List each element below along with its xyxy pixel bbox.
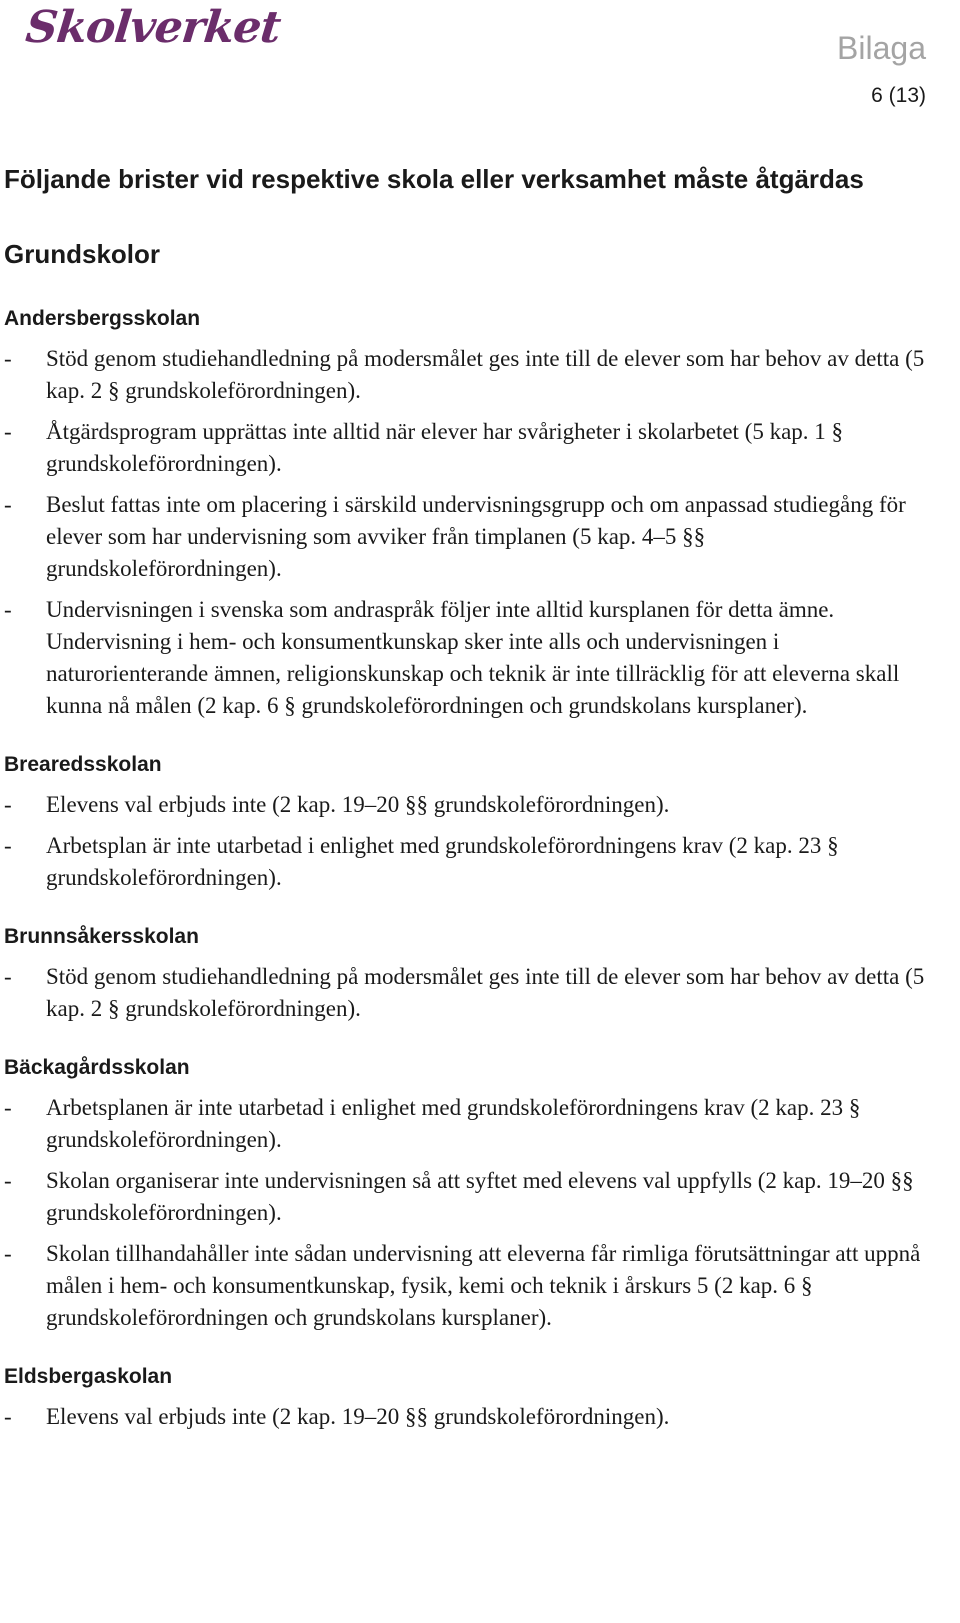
deficiency-list [4,789,930,894]
list-dash: - [4,833,12,858]
list-dash: - [4,792,12,817]
list-dash: - [4,597,12,622]
list-item [4,489,930,585]
list-item-text: Beslut fattas inte om placering i särskild undervisningsgrupp och om anpassad studiegång för elever som har undervisning som avviker från timplanen (5 kap. 4–5 §§ grundskoleförordningen). [46,492,906,581]
deficiency-list [4,343,930,722]
list-item [4,1401,930,1433]
list-dash: - [4,346,12,371]
list-item [4,416,930,480]
main-heading: Följande brister vid respektive skola eller verksamhet måste åtgärdas [4,164,864,194]
list-dash: - [4,964,12,989]
deficiency-list [4,1092,930,1334]
list-dash: - [4,419,12,444]
list-dash: - [4,492,12,517]
list-item [4,343,930,407]
list-item [4,594,930,722]
list-item [4,830,930,894]
list-item-text: Skolan organiserar inte undervisningen så att syftet med elevens val uppfylls (2 kap. 19–20 §§ grundskoleförordningen). [46,1168,914,1225]
school-heading-andersbergsskolan: Andersbergsskolan [4,307,201,330]
deficiency-list [4,961,930,1025]
list-item-text: Stöd genom studiehandledning på modersmålet ges inte till de elever som har behov av detta (5 kap. 2 § grundskoleförordningen). [46,964,925,1021]
list-dash: - [4,1404,12,1429]
list-item-text: Arbetsplan är inte utarbetad i enlighet med grundskoleförordningens krav (2 kap. 23 § grundskoleförordningen). [46,833,839,890]
deficiency-list [4,1401,930,1433]
list-item-text: Skolan tillhandahåller inte sådan undervisning att eleverna får rimliga förutsättningar att uppnå målen i hem- och konsumentkunskap, fysik, kemi och teknik i årskurs 5 (2 kap. 6 § grundskoleförordningen och grundskolans kursplaner). [46,1241,921,1330]
school-heading-brunnsakersskolan: Brunnsåkersskolan [4,925,199,948]
section-heading-grundskolor: Grundskolor [4,239,161,269]
list-item [4,1165,930,1229]
list-item [4,961,930,1025]
list-item [4,789,930,821]
list-item-text: Arbetsplanen är inte utarbetad i enlighet med grundskoleförordningens krav (2 kap. 23 § grundskoleförordningen). [46,1095,861,1152]
school-heading-backagardsskolan: Bäckagårdsskolan [4,1056,190,1079]
list-dash: - [4,1241,12,1266]
list-dash: - [4,1095,12,1120]
document-body [4,163,930,1433]
page-number: 6 (13) [871,84,926,107]
list-item-text: Undervisningen i svenska som andraspråk följer inte alltid kursplanen för detta ämne. Undervisning i hem- och konsumentkunskap sker inte alls och undervisningen i naturorienterande ämnen, religionskunskap och teknik är inte tillräcklig för att eleverna skall kunna nå målen (2 kap. 6 § grundskoleförordningen och grundskolans kursplaner). [46,597,900,718]
list-item [4,1092,930,1156]
list-dash: - [4,1168,12,1193]
list-item-text: Elevens val erbjuds inte (2 kap. 19–20 §§ grundskoleförordningen). [46,1404,670,1429]
school-heading-eldsbergaskolan: Eldsbergaskolan [4,1365,173,1388]
list-item-text: Elevens val erbjuds inte (2 kap. 19–20 §§ grundskoleförordningen). [46,792,670,817]
skolverket-logo: Skolverket [23,2,283,53]
document-type-label: Bilaga [837,30,926,66]
list-item-text: Stöd genom studiehandledning på modersmålet ges inte till de elever som har behov av detta (5 kap. 2 § grundskoleförordningen). [46,346,925,403]
list-item-text: Åtgärdsprogram upprättas inte alltid när elever har svårigheter i skolarbetet (5 kap. 1 § grundskoleförordningen). [46,419,844,476]
list-item [4,1238,930,1334]
school-heading-brearedsskolan: Brearedsskolan [4,753,162,776]
